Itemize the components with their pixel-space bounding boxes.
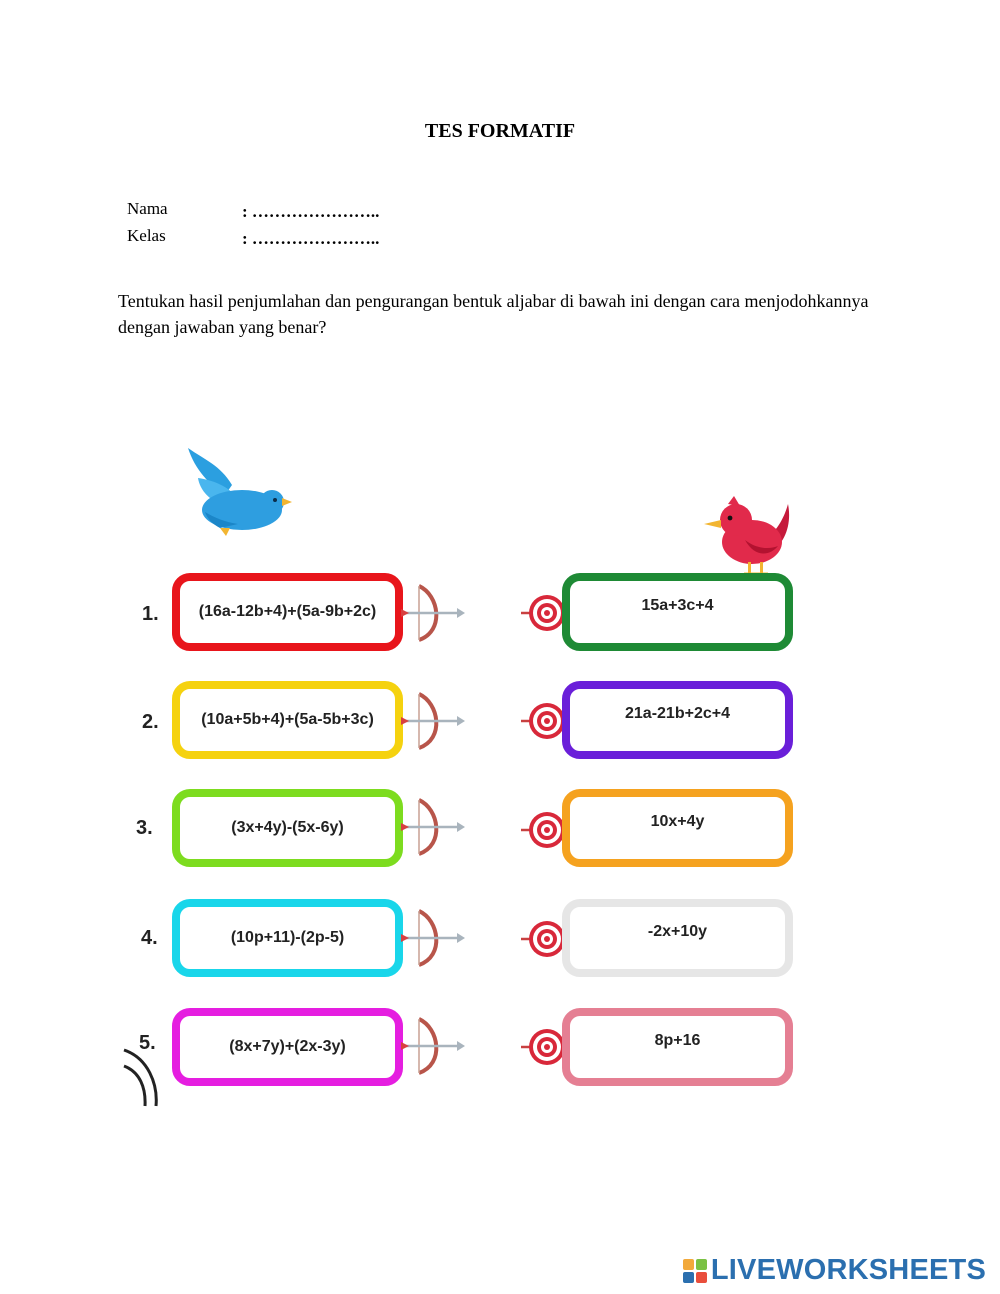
question-number-3: 3.	[136, 817, 153, 839]
bow-arrow-icon	[395, 908, 467, 968]
question-text-2: (10a+5b+4)+(5a-5b+3c)	[201, 711, 374, 728]
page-title: TES FORMATIF	[424, 120, 576, 142]
question-number-1: 1.	[142, 603, 159, 625]
answer-text-5: 8p+16	[654, 1032, 701, 1049]
question-box-5[interactable]	[172, 1008, 403, 1086]
answer-text-1: 15a+3c+4	[641, 597, 714, 614]
class-label: Kelas	[127, 226, 166, 245]
question-text-1: (16a-12b+4)+(5a-9b+2c)	[198, 603, 377, 620]
question-text-4: (10p+11)-(2p-5)	[230, 929, 345, 946]
answer-box-5[interactable]	[562, 1008, 793, 1086]
answer-box-4[interactable]	[562, 899, 793, 977]
answer-box-1[interactable]	[562, 573, 793, 651]
name-blank: : …………………..	[242, 202, 380, 221]
answer-text-3: 10x+4y	[650, 813, 705, 830]
bow-arrow-icon	[395, 797, 467, 857]
answer-box-3[interactable]	[562, 789, 793, 867]
bow-arrow-icon	[395, 691, 467, 751]
arc-decoration-icon	[122, 1044, 162, 1108]
question-box-4[interactable]	[172, 899, 403, 977]
question-number-2: 2.	[142, 711, 159, 733]
question-box-2[interactable]	[172, 681, 403, 759]
answer-box-2[interactable]	[562, 681, 793, 759]
bow-arrow-icon	[395, 1016, 467, 1076]
red-bird-icon	[700, 494, 798, 579]
class-blank: : …………………..	[242, 229, 380, 248]
question-box-3[interactable]	[172, 789, 403, 867]
instruction-text: Tentukan hasil penjumlahan dan pengurangan bentuk aljabar di bawah ini dengan cara menjodohkannya dengan jawaban yang benar?	[118, 291, 869, 337]
answer-text-4: -2x+10y	[647, 923, 708, 940]
logo-mark-icon	[683, 1259, 707, 1283]
liveworksheets-logo	[683, 1254, 986, 1287]
blue-bird-icon	[180, 440, 295, 540]
name-label: Nama	[127, 199, 168, 218]
question-number-5: 5.	[139, 1032, 156, 1054]
answer-text-2: 21a-21b+2c+4	[625, 705, 730, 722]
question-text-5: (8x+7y)+(2x-3y)	[229, 1038, 346, 1055]
logo-text: LIVEWORKSHEETS	[710, 1254, 986, 1286]
question-text-3: (3x+4y)-(5x-6y)	[231, 819, 344, 836]
question-number-4: 4.	[141, 927, 158, 949]
question-box-1[interactable]	[172, 573, 403, 651]
bow-arrow-icon	[395, 583, 467, 643]
